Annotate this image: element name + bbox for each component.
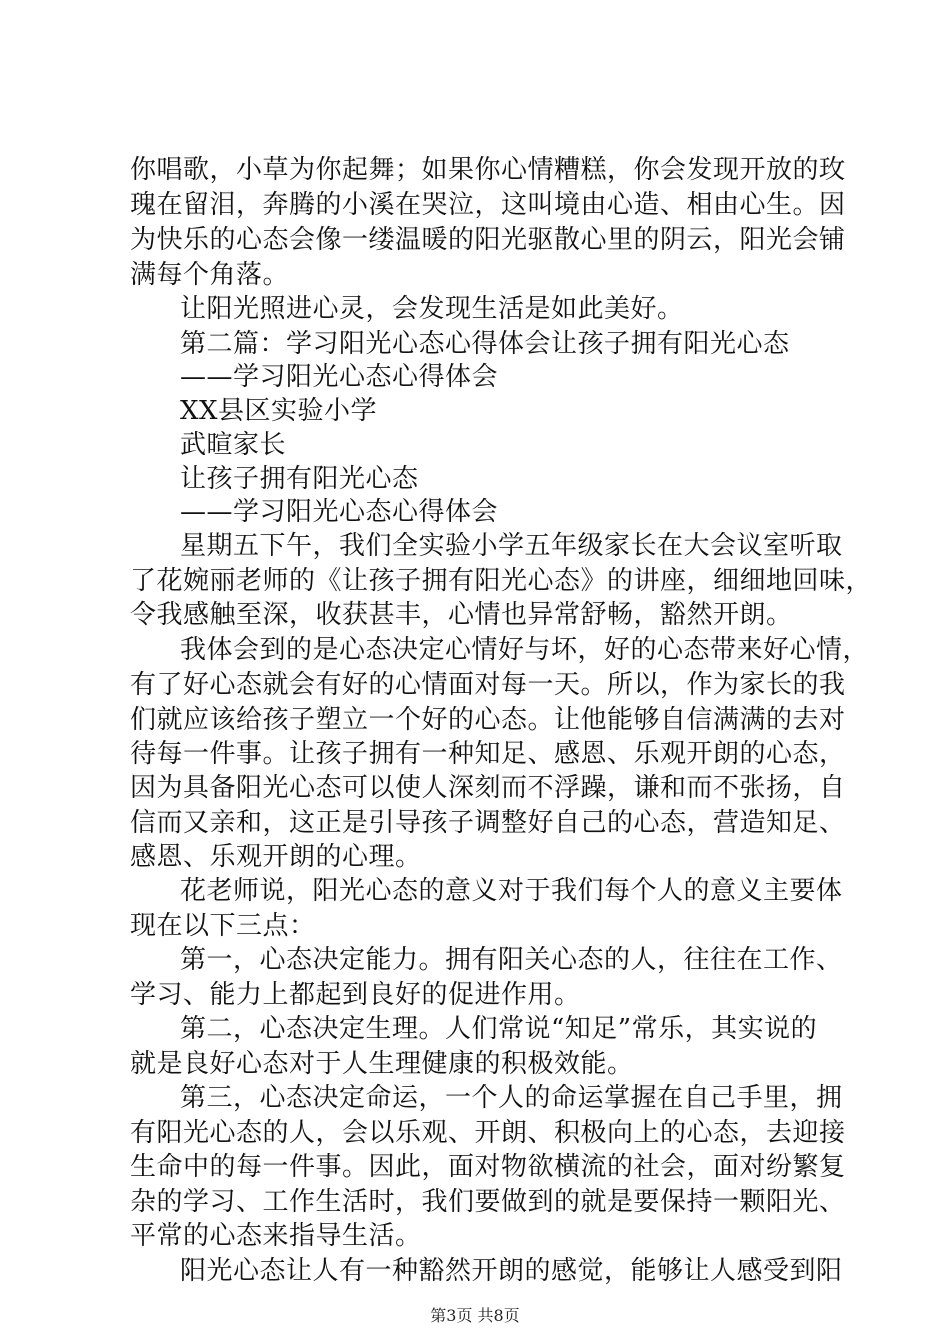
text-line: 为快乐的心态会像一缕温暖的阳光驱散心里的阴云，阳光会铺 — [130, 225, 846, 255]
text-line: 花老师说，阳光心态的意义对于我们每个人的意义主要体 — [180, 876, 843, 906]
article-title: 让孩子拥有阳光心态 — [180, 464, 419, 494]
text-line: 星期五下午，我们全实验小学五年级家长在大会议室听取 — [180, 531, 843, 561]
text-line: 就是良好心态对于人生理健康的积极效能。 — [130, 1049, 634, 1079]
text-line: 让阳光照进心灵，会发现生活是如此美好。 — [180, 294, 684, 324]
text-line: 们就应该给孩子塑立一个好的心态。让他能够自信满满的去对 — [130, 705, 846, 735]
text-line: 了花婉丽老师的《让孩子拥有阳光心态》的讲座，细细地回味， — [130, 566, 873, 596]
text-line: 信而又亲和，这正是引导孩子调整好自己的心态，营造知足、 — [130, 808, 846, 838]
page-number: 第3页 共8页 — [430, 1306, 520, 1325]
text-line: 你唱歌，小草为你起舞；如果你心情糟糕，你会发现开放的玫 — [130, 155, 846, 185]
text-line: 第三，心态决定命运，一个人的命运掌握在自己手里，拥 — [180, 1083, 843, 1113]
text-line: 有了好心态就会有好的心情面对每一天。所以，作为家长的我 — [130, 670, 846, 700]
text-line: 现在以下三点： — [130, 911, 316, 941]
article-subtitle: ——学习阳光心态心得体会 — [180, 497, 499, 527]
text-line: 第一，心态决定能力。拥有阳关心态的人，往往在工作、 — [180, 945, 843, 975]
text-line: 阳光心态让人有一种豁然开朗的感觉，能够让人感受到阳 — [180, 1256, 843, 1286]
text-line: 满每个角落。 — [130, 260, 290, 290]
text-line: 有阳光心态的人，会以乐观、开朗、积极向上的心态，去迎接 — [130, 1118, 846, 1148]
text-line: 第二，心态决定生理。人们常说“知足”常乐，其实说的 — [180, 1014, 818, 1044]
section-subtitle: ——学习阳光心态心得体会 — [180, 362, 499, 392]
text-line: 令我感触至深，收获甚丰，心情也异常舒畅，豁然开朗。 — [130, 600, 793, 630]
text-line: 瑰在留泪，奔腾的小溪在哭泣，这叫境由心造、相由心生。因 — [130, 190, 846, 220]
text-line: 杂的学习、工作生活时，我们要做到的就是要保持一颗阳光、 — [130, 1187, 846, 1217]
text-line: 因为具备阳光心态可以使人深刻而不浮躁，谦和而不张扬，自 — [130, 773, 846, 803]
text-line: 平常的心态来指导生活。 — [130, 1221, 422, 1251]
text-line: 我体会到的是心态决定心情好与坏，好的心态带来好心情， — [180, 635, 870, 665]
text-line: 感恩、乐观开朗的心理。 — [130, 842, 422, 872]
text-line: 待每一件事。让孩子拥有一种知足、感恩、乐观开朗的心态， — [130, 739, 846, 769]
text-line: 学习、能力上都起到良好的促进作用。 — [130, 980, 581, 1010]
text-line: 生命中的每一件事。因此，面对物欲横流的社会，面对纷繁复 — [130, 1152, 846, 1182]
section-title: 第二篇：学习阳光心态心得体会让孩子拥有阳光心态 — [180, 329, 790, 359]
author-school: XX县区实验小学 — [180, 396, 378, 426]
author-name: 武暄家长 — [180, 430, 287, 460]
